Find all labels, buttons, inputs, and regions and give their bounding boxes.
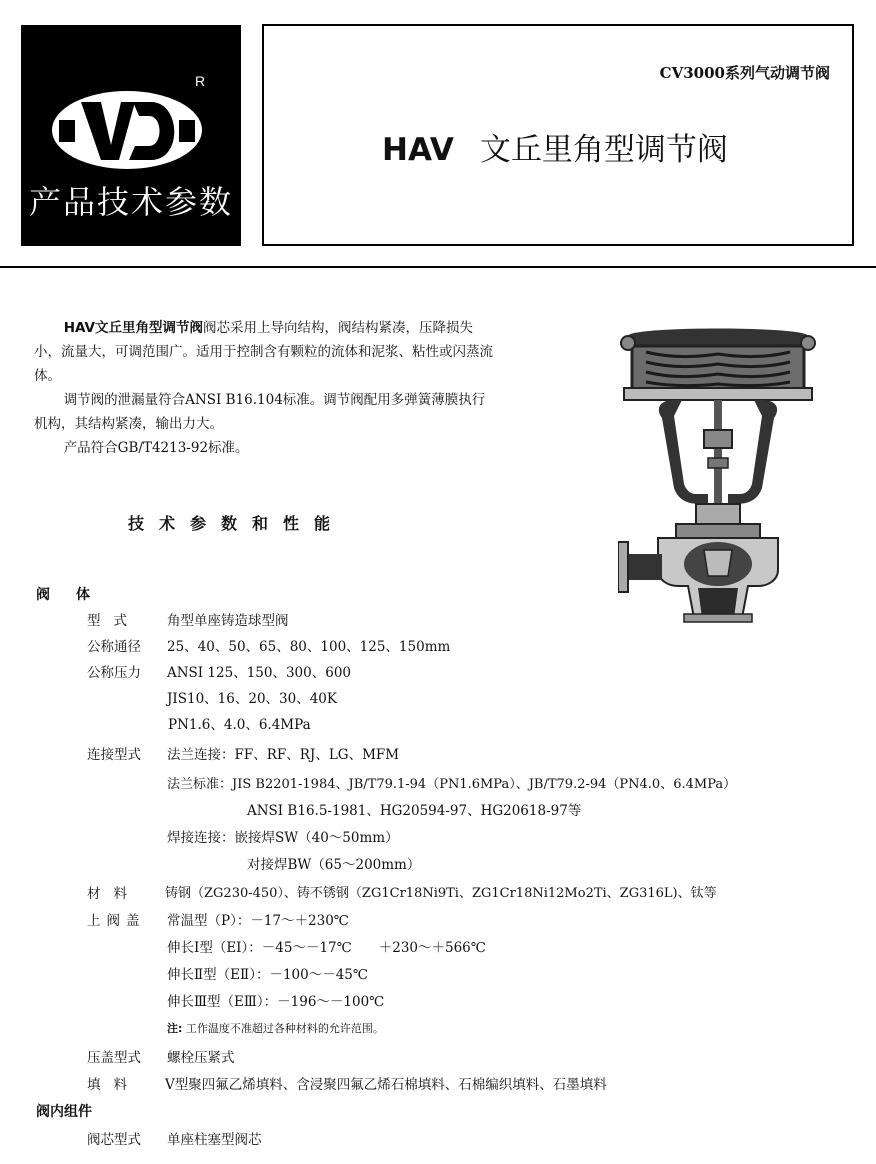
logo-block (21, 25, 241, 246)
label-connection: 连接型式 (87, 747, 141, 763)
page-title (382, 124, 728, 169)
label-gland: 压盖型式 (87, 1050, 141, 1066)
heading-char-1: 阀 (36, 587, 50, 603)
value-flange-standard: 法兰标准：JIS B2201-1984、JB/T79.1-94（PN1.6MPa）、JB/T79.2-94（PN4.0、6.4MPa） (167, 777, 737, 792)
header-divider (0, 266, 876, 268)
title-box (262, 24, 854, 246)
brand-logo-icon (51, 90, 203, 170)
note-label: 注: (167, 1022, 183, 1035)
section-heading-body (36, 584, 90, 604)
intro-text (34, 316, 496, 460)
value-pressure-ansi: ANSI 125、150、300、600 (167, 665, 352, 681)
label-nominal-diameter: 公称通径 (87, 639, 141, 655)
label-packing: 填料 (87, 1077, 140, 1093)
value-packing: V型聚四氟乙烯填料、含浸聚四氟乙烯石棉填料、石棉编织填料、石墨填料 (165, 1077, 607, 1093)
product-name: 文丘里角型调节阀 (479, 132, 728, 168)
value-bonnet-normal: 常温型（P）：－17～＋230℃ (167, 913, 349, 929)
model-code: HAV (382, 132, 454, 168)
value-gland: 螺栓压紧式 (167, 1050, 235, 1066)
value-material: 铸钢（ZG230-450）、铸不锈钢（ZG1Cr18Ni9Ti、ZG1Cr18Ni12Mo2Ti、ZG316L)、钛等 (165, 886, 717, 901)
label-material: 材料 (87, 886, 140, 902)
value-bonnet-ext2: 伸长Ⅱ型（EⅡ）：－100～－45℃ (167, 967, 369, 983)
value-plug-type: 单座柱塞型阀芯 (167, 1132, 262, 1148)
label-bonnet: 上阀盖 (87, 913, 146, 929)
value-weld-connection: 焊接连接：嵌接焊SW（40～50mm） (167, 830, 399, 846)
intro-paragraph-1 (34, 316, 496, 388)
valve-illustration-icon (618, 318, 818, 623)
intro-p1-text: 阀芯采用上导向结构，阀结构紧凑，压降损失小，流量大，可调范围广。适用于控制含有颗粒的流体和泥浆、粘性或闪蒸流体。 (34, 320, 493, 384)
value-pressure-jis: JIS10、16、20、30、40K (167, 691, 337, 707)
value-flange-standard-cont: ANSI B16.5-1981、HG20594-97、HG20618-97等 (247, 803, 582, 819)
label-plug-type: 阀芯型式 (87, 1132, 141, 1148)
value-nominal-diameter: 25、40、50、65、80、100、125、150mm (167, 639, 451, 655)
label-nominal-pressure: 公称压力 (87, 665, 141, 681)
registered-mark: R (195, 73, 206, 89)
value-bonnet-ext1: 伸长Ⅰ型（EⅠ）：－45～－17℃ ＋230～＋566℃ (167, 940, 486, 956)
section-heading-trim: 阀内组件 (36, 1104, 92, 1120)
value-flange-connection: 法兰连接：FF、RF、RJ、LG、MFM (167, 747, 400, 763)
value-pressure-pn: PN1.6、4.0、6.4MPa (168, 717, 311, 733)
note-text: 工作温度不准超过各种材料的允许范围。 (185, 1022, 384, 1035)
value-type: 角型单座铸造球型阀 (167, 613, 289, 629)
intro-paragraph-2: 调节阀的泄漏量符合ANSI B16.104标准。调节阀配用多弹簧薄膜执行机构，其结构紧凑，输出力大。 (34, 392, 486, 432)
product-name-bold: HAV文丘里角型调节阀 (63, 320, 203, 336)
heading-char-2: 体 (76, 587, 90, 603)
label-type: 型式 (87, 613, 140, 629)
series-label: CV3000系列气动调节阀 (659, 64, 830, 82)
value-butt-weld: 对接焊BW（65～200mm） (247, 857, 421, 873)
value-bonnet-ext3: 伸长Ⅲ型（EⅢ）：－196～－100℃ (167, 994, 385, 1010)
intro-paragraph-3: 产品符合GB/T4213-92标准。 (63, 440, 249, 456)
logo-caption: 产品技术参数 (28, 183, 233, 221)
temperature-note (167, 1020, 384, 1036)
section-title: 技术参数和性能 (128, 514, 346, 533)
